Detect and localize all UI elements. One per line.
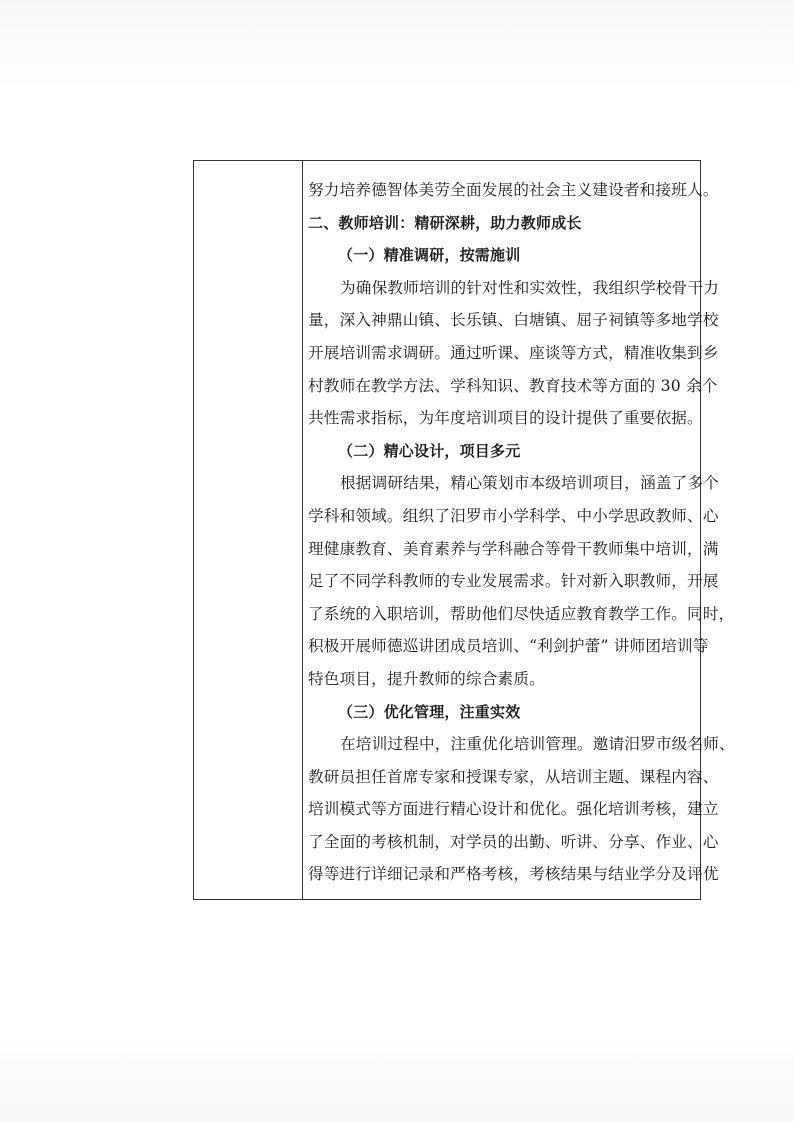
paragraph-line: 特色项目，提升教师的综合素质。 [308,669,545,688]
subsection-heading: （三）优化管理，注重实效 [338,702,521,721]
paragraph-line: 根据调研结果，精心策划市本级培训项目，涵盖了多个 [340,474,720,493]
subsection-heading: （一）精准调研，按需施训 [338,246,521,265]
paragraph-line: 共性需求指标，为年度培训项目的设计提供了重要依据。 [308,409,703,428]
paragraph-line: 培训模式等方面进行精心设计和优化。强化培训考核，建立 [308,800,719,819]
paragraph-line: 努力培养德智体美劳全面发展的社会主义建设者和接班人。 [308,181,719,199]
paragraph-line: 为确保教师培训的针对性和实效性，我组织学校骨干力 [340,278,720,297]
paragraph-line: 在培训过程中，注重优化培训管理。邀请汨罗市级名师、 [340,735,735,754]
paragraph-line: 开展培训需求调研。通过听课、座谈等方式，精准收集到乡 [308,343,719,362]
paragraph-line: 了系统的入职培训，帮助他们尽快适应教育教学工作。同时， [308,604,735,623]
paragraph-line: 足了不同学科教师的专业发展需求。针对新入职教师，开展 [308,572,719,591]
paragraph-line: 理健康教育、美育素养与学科融合等骨干教师集中培训，满 [308,539,719,558]
paragraph-line: 得等进行详细记录和严格考核，考核结果与结业学分及评优 [308,865,719,884]
subsection-heading: （二）精心设计，项目多元 [338,441,521,460]
paragraph-line: 量，深入神鼎山镇、长乐镇、白塘镇、屈子祠镇等多地学校 [308,311,719,330]
table-label-column [194,161,303,899]
report-table [193,160,735,900]
paragraph-line: 教研员担任首席专家和授课专家，从培训主题、课程内容、 [308,767,719,786]
section-heading: 二、教师培训：精研深耕，助力教师成长 [308,213,582,232]
table-content-cell [304,161,735,891]
paragraph-line: 了全面的考核机制，对学员的出勤、听讲、分享、作业、心 [308,832,719,851]
paragraph-line: 积极开展师德巡讲团成员培训、“利剑护蕾” 讲师团培训等 [308,637,709,656]
paragraph-line: 学科和领域。组织了汨罗市小学科学、中小学思政教师、心 [308,506,719,525]
paragraph-line: 村教师在教学方法、学科知识、教育技术等方面的 30 余个 [308,376,718,395]
